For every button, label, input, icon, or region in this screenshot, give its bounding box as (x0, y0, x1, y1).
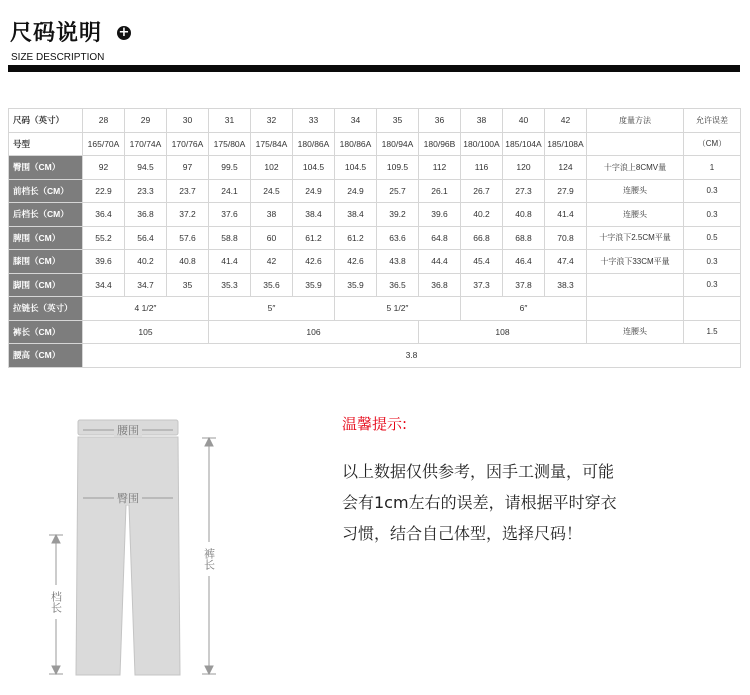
table-cell: 39.6 (419, 203, 461, 227)
tolerance-cell: 0.3 (684, 203, 741, 227)
table-cell: 42 (545, 109, 587, 133)
table-cell: 37.3 (461, 273, 503, 297)
tolerance-header: 允许误差 (684, 109, 741, 133)
table-cell: 3.8 (83, 344, 741, 368)
table-cell: 40.8 (167, 250, 209, 274)
method-cell: 连腰头 (587, 179, 684, 203)
table-cell: 36.8 (419, 273, 461, 297)
table-cell: 180/86A (335, 132, 377, 156)
table-cell: 170/76A (167, 132, 209, 156)
table-cell: 35.6 (251, 273, 293, 297)
table-cell: 61.2 (335, 226, 377, 250)
row-header: 号型 (9, 132, 83, 156)
pants-silhouette-icon (76, 437, 180, 675)
table-cell: 35.3 (209, 273, 251, 297)
table-cell: 42 (251, 250, 293, 274)
row-header: 脚围（CM） (9, 273, 83, 297)
table-cell: 99.5 (209, 156, 251, 180)
table-cell: 124 (545, 156, 587, 180)
table-cell: 120 (503, 156, 545, 180)
size-table (8, 108, 741, 368)
tolerance-cell: 0.3 (684, 273, 741, 297)
table-cell: 27.3 (503, 179, 545, 203)
method-cell (587, 273, 684, 297)
plus-circle-icon: + (118, 25, 130, 40)
table-cell: 38.4 (293, 203, 335, 227)
tolerance-cell: 0.5 (684, 226, 741, 250)
table-cell: 43.8 (377, 250, 419, 274)
row-header: 前档长（CM） (9, 179, 83, 203)
waist-label: 腰围 (117, 424, 139, 437)
table-cell: 63.6 (377, 226, 419, 250)
table-cell: 58.8 (209, 226, 251, 250)
table-cell: 40 (503, 109, 545, 133)
table-cell: 40.8 (503, 203, 545, 227)
row-header: 后档长（CM） (9, 203, 83, 227)
table-cell: 25.7 (377, 179, 419, 203)
crotch-label: 档长 (49, 591, 63, 613)
table-cell: 102 (251, 156, 293, 180)
table-cell: 60 (251, 226, 293, 250)
table-cell: 39.2 (377, 203, 419, 227)
table-cell: 170/74A (125, 132, 167, 156)
row-header: 腰高（CM） (9, 344, 83, 368)
table-cell: 42.6 (293, 250, 335, 274)
table-cell: 57.6 (167, 226, 209, 250)
table-cell: 175/84A (251, 132, 293, 156)
table-cell: 24.9 (335, 179, 377, 203)
table-cell: 6″ (461, 297, 587, 321)
length-arrow-top-icon (205, 438, 213, 446)
table-cell: 22.9 (83, 179, 125, 203)
tips-title: 温馨提示: (342, 415, 408, 433)
table-cell: 33 (293, 109, 335, 133)
table-row (9, 132, 741, 156)
page-title: 尺码说明 (10, 20, 103, 46)
table-cell: 38.3 (545, 273, 587, 297)
table-cell: 109.5 (377, 156, 419, 180)
crotch-arrow-top-icon (52, 535, 60, 543)
crotch-arrow-bottom-icon (52, 666, 60, 674)
row-header: 臀围（CM） (9, 156, 83, 180)
tips-line: 习惯，结合自己体型，选择尺码！ (342, 524, 583, 543)
method-cell: 十字浪下33CM平量 (587, 250, 684, 274)
title-divider-bar (8, 65, 740, 72)
table-cell: 40.2 (461, 203, 503, 227)
table-cell: 29 (125, 109, 167, 133)
pants-diagram (25, 410, 255, 685)
table-row (9, 203, 741, 227)
table-cell: 26.1 (419, 179, 461, 203)
table-cell: 180/86A (293, 132, 335, 156)
table-row (9, 273, 741, 297)
table-cell: 92 (83, 156, 125, 180)
row-header: 拉链长（英寸） (9, 297, 83, 321)
table-cell: 5″ (209, 297, 335, 321)
table-cell: 104.5 (335, 156, 377, 180)
table-cell: 40.2 (125, 250, 167, 274)
table-cell: 55.2 (83, 226, 125, 250)
table-cell: 37.2 (167, 203, 209, 227)
table-cell: 46.4 (503, 250, 545, 274)
tolerance-cell (684, 297, 741, 321)
row-header: 脾围（CM） (9, 226, 83, 250)
table-cell: 175/80A (209, 132, 251, 156)
method-cell (587, 297, 684, 321)
table-cell: 5 1/2″ (335, 297, 461, 321)
table-cell: 185/108A (545, 132, 587, 156)
table-row (9, 179, 741, 203)
method-cell: 十字浪下2.5CM平量 (587, 226, 684, 250)
table-cell: 4 1/2″ (83, 297, 209, 321)
table-row (9, 297, 741, 321)
table-cell: 185/104A (503, 132, 545, 156)
table-cell: 56.4 (125, 226, 167, 250)
table-cell: 47.4 (545, 250, 587, 274)
table-cell: 37.8 (503, 273, 545, 297)
table-cell: 116 (461, 156, 503, 180)
method-cell: 连腰头 (587, 203, 684, 227)
table-cell: 66.8 (461, 226, 503, 250)
table-cell: 32 (251, 109, 293, 133)
row-header: 裤长（CM） (9, 320, 83, 344)
table-cell: 24.1 (209, 179, 251, 203)
table-cell: 97 (167, 156, 209, 180)
tips-line: 以上数据仅供参考，因手工测量，可能 (342, 462, 615, 481)
method-header: 度量方法 (587, 109, 684, 133)
table-cell: 180/96B (419, 132, 461, 156)
table-cell: 34 (335, 109, 377, 133)
table-cell: 41.4 (545, 203, 587, 227)
table-cell: 36.5 (377, 273, 419, 297)
tolerance-cell: 1 (684, 156, 741, 180)
table-row (9, 344, 741, 368)
table-cell: 41.4 (209, 250, 251, 274)
row-header: 尺码（英寸） (9, 109, 83, 133)
table-cell: 165/70A (83, 132, 125, 156)
table-row (9, 156, 741, 180)
table-cell: 34.7 (125, 273, 167, 297)
table-cell: 112 (419, 156, 461, 180)
table-cell: 35.9 (335, 273, 377, 297)
table-row (9, 226, 741, 250)
table-cell: 24.9 (293, 179, 335, 203)
table-cell: 35 (377, 109, 419, 133)
page-subtitle: SIZE DESCRIPTION (11, 52, 105, 63)
table-cell: 70.8 (545, 226, 587, 250)
table-cell: 42.6 (335, 250, 377, 274)
row-header: 膝围（CM） (9, 250, 83, 274)
table-cell: 35 (167, 273, 209, 297)
length-arrow-bottom-icon (205, 666, 213, 674)
table-cell: 24.5 (251, 179, 293, 203)
table-cell: 44.4 (419, 250, 461, 274)
tolerance-cell: 0.3 (684, 250, 741, 274)
table-cell: 104.5 (293, 156, 335, 180)
table-cell: 37.6 (209, 203, 251, 227)
table-cell: 180/94A (377, 132, 419, 156)
table-cell: 36.4 (83, 203, 125, 227)
length-label: 裤长 (202, 548, 216, 570)
table-cell: 35.9 (293, 273, 335, 297)
table-cell: 106 (209, 320, 419, 344)
tips-line: 会有1cm左右的误差，请根据平时穿衣 (342, 493, 617, 512)
method-cell (587, 132, 684, 156)
table-cell: 23.3 (125, 179, 167, 203)
table-row (9, 320, 741, 344)
table-cell: 38 (251, 203, 293, 227)
table-cell: 105 (83, 320, 209, 344)
table-cell: 94.5 (125, 156, 167, 180)
tolerance-cell: 1.5 (684, 320, 741, 344)
method-cell: 十字浪上8CMV量 (587, 156, 684, 180)
table-cell: 39.6 (83, 250, 125, 274)
method-cell: 连腰头 (587, 320, 684, 344)
tolerance-cell: （CM） (684, 132, 741, 156)
tips-body (342, 456, 722, 549)
table-cell: 64.8 (419, 226, 461, 250)
tolerance-cell: 0.3 (684, 179, 741, 203)
table-cell: 36.8 (125, 203, 167, 227)
table-cell: 45.4 (461, 250, 503, 274)
table-cell: 38 (461, 109, 503, 133)
table-cell: 38.4 (335, 203, 377, 227)
table-cell: 23.7 (167, 179, 209, 203)
table-cell: 36 (419, 109, 461, 133)
table-cell: 28 (83, 109, 125, 133)
table-header-row (9, 109, 741, 133)
table-cell: 34.4 (83, 273, 125, 297)
table-row (9, 250, 741, 274)
hip-label: 臀围 (117, 492, 139, 505)
table-cell: 26.7 (461, 179, 503, 203)
table-cell: 108 (419, 320, 587, 344)
table-cell: 27.9 (545, 179, 587, 203)
table-cell: 68.8 (503, 226, 545, 250)
table-cell: 30 (167, 109, 209, 133)
table-cell: 180/100A (461, 132, 503, 156)
table-cell: 31 (209, 109, 251, 133)
table-cell: 61.2 (293, 226, 335, 250)
